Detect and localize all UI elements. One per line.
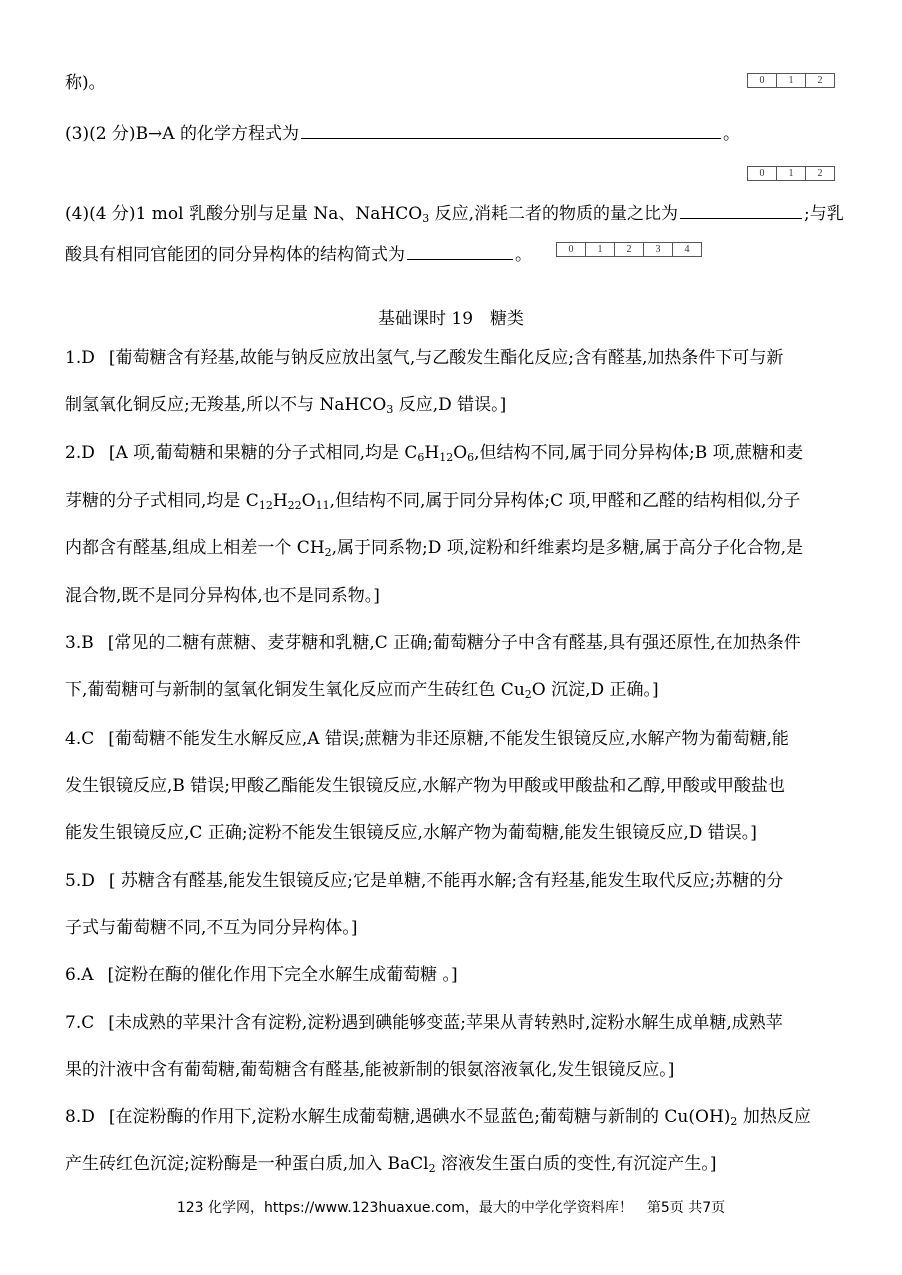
score-box-2pt[interactable]	[747, 166, 835, 181]
answer-blank[interactable]	[680, 200, 802, 219]
score-cell[interactable]: 0	[748, 74, 777, 87]
score-box-2pt[interactable]	[747, 73, 835, 88]
question-fragment: 称)。	[65, 73, 106, 93]
score-cell[interactable]: 1	[777, 74, 806, 87]
score-cell[interactable]: 1	[586, 243, 615, 256]
answer-2-line-3: 内都含有醛基,组成上相差一个 $CH_2$,属于同系物;D 项,淀粉和纤维素均是多糖,属于高分子化合物,是	[65, 538, 804, 559]
score-cell[interactable]: 0	[748, 167, 777, 180]
score-cell[interactable]: 1	[777, 167, 806, 180]
score-cell[interactable]: 4	[673, 243, 702, 256]
answer-4-line-1: 4.C [葡萄糖不能发生水解反应,A 错误;蔗糖为非还原糖,不能发生银镜反应,水解产物为葡萄糖,能	[65, 729, 789, 749]
answer-5-line-1: 5.D [ 苏糖含有醛基,能发生银镜反应;它是单糖,不能再水解;含有羟基,能发生取代反应;苏糖的分	[65, 871, 784, 891]
answer-2-line-2: 芽糖的分子式相同,均是 $C_{12}H_{22}O_{11}$,但结构不同,属于同分异构体;C 项,甲醛和乙醛的结构相似,分子	[65, 491, 801, 512]
answer-3-line-1: 3.B [常见的二糖有蔗糖、麦芽糖和乳糖,C 正确;葡萄糖分子中含有醛基,具有强还原性,在加热条件	[65, 633, 801, 653]
answer-2-line-1: 2.D [A 项,葡萄糖和果糖的分子式相同,均是 $C_6H_{12}O_6$,但结构不同,属于同分异构体;B 项,蔗糖和麦	[65, 443, 803, 464]
question-3: (3)(2 分)B→A 的化学方程式为 。	[65, 120, 855, 145]
answer-blank[interactable]	[407, 241, 513, 260]
score-cell[interactable]: 3	[644, 243, 673, 256]
page-footer: 123 化学网，https://www.123huaxue.com，最大的中学化学资料库！ 第5页 共7页	[176, 1200, 726, 1216]
score-box-4pt[interactable]	[556, 242, 702, 257]
answer-3-line-2: 下,葡萄糖可与新制的氢氧化铜发生氧化反应而产生砖红色 $Cu_2O$ 沉淀,D 正确。]	[65, 680, 659, 701]
question-4-line-2: 酸具有相同官能团的同分异构体的结构简式为 。	[65, 241, 855, 266]
answer-8-line-1: 8.D [在淀粉酶的作用下,淀粉水解生成葡萄糖,遇碘水不显蓝色;葡萄糖与新制的 $Cu(OH)_2$ 加热反应	[65, 1107, 811, 1128]
answer-7-line-1: 7.C [未成熟的苹果汁含有淀粉,淀粉遇到碘能够变蓝;苹果从青转熟时,淀粉水解生成单糖,成熟苹	[65, 1013, 783, 1033]
question-3-text: (3)(2 分)B→A 的化学方程式为	[65, 124, 299, 144]
answer-1-line-1: 1.D [葡萄糖含有羟基,故能与钠反应放出氢气,与乙酸发生酯化反应;含有醛基,加热条件下可与新	[65, 348, 784, 368]
score-cell[interactable]: 2	[806, 167, 835, 180]
section-title: 基础课时 19 糖类	[377, 309, 525, 329]
score-cell[interactable]: 0	[557, 243, 586, 256]
answer-5-line-2: 子式与葡萄糖不同,不互为同分异构体。]	[65, 918, 358, 938]
answer-4-line-2: 发生银镜反应,B 错误;甲酸乙酯能发生银镜反应,水解产物为甲酸或甲酸盐和乙醇,甲酸或甲酸盐也	[65, 776, 785, 796]
question-4-line-1: (4)(4 分)1 mol 乳酸分别与足量 Na、NaHCO$_3$ 反应,消耗二者的物质的量之比为 ;与乳	[65, 200, 855, 225]
answer-2-line-4: 混合物,既不是同分异构体,也不是同系物。]	[65, 586, 380, 606]
answer-4-line-3: 能发生银镜反应,C 正确;淀粉不能发生银镜反应,水解产物为葡萄糖,能发生银镜反应,D 错误。]	[65, 823, 757, 843]
answer-1-line-2: 制氢氧化铜反应;无羧基,所以不与 NaHCO$_3$ 反应,D 错误。]	[65, 395, 507, 416]
score-cell[interactable]: 2	[615, 243, 644, 256]
answer-blank[interactable]	[301, 120, 721, 139]
answer-7-line-2: 果的汁液中含有葡萄糖,葡萄糖含有醛基,能被新制的银氨溶液氧化,发生银镜反应。]	[65, 1060, 675, 1080]
answer-6-line-1: 6.A [淀粉在酶的催化作用下完全水解生成葡萄糖 。]	[65, 965, 458, 985]
answer-8-line-2: 产生砖红色沉淀;淀粉酶是一种蛋白质,加入 BaCl$_2$ 溶液发生蛋白质的变性,有沉淀产生。]	[65, 1154, 717, 1175]
score-cell[interactable]: 2	[806, 74, 835, 87]
